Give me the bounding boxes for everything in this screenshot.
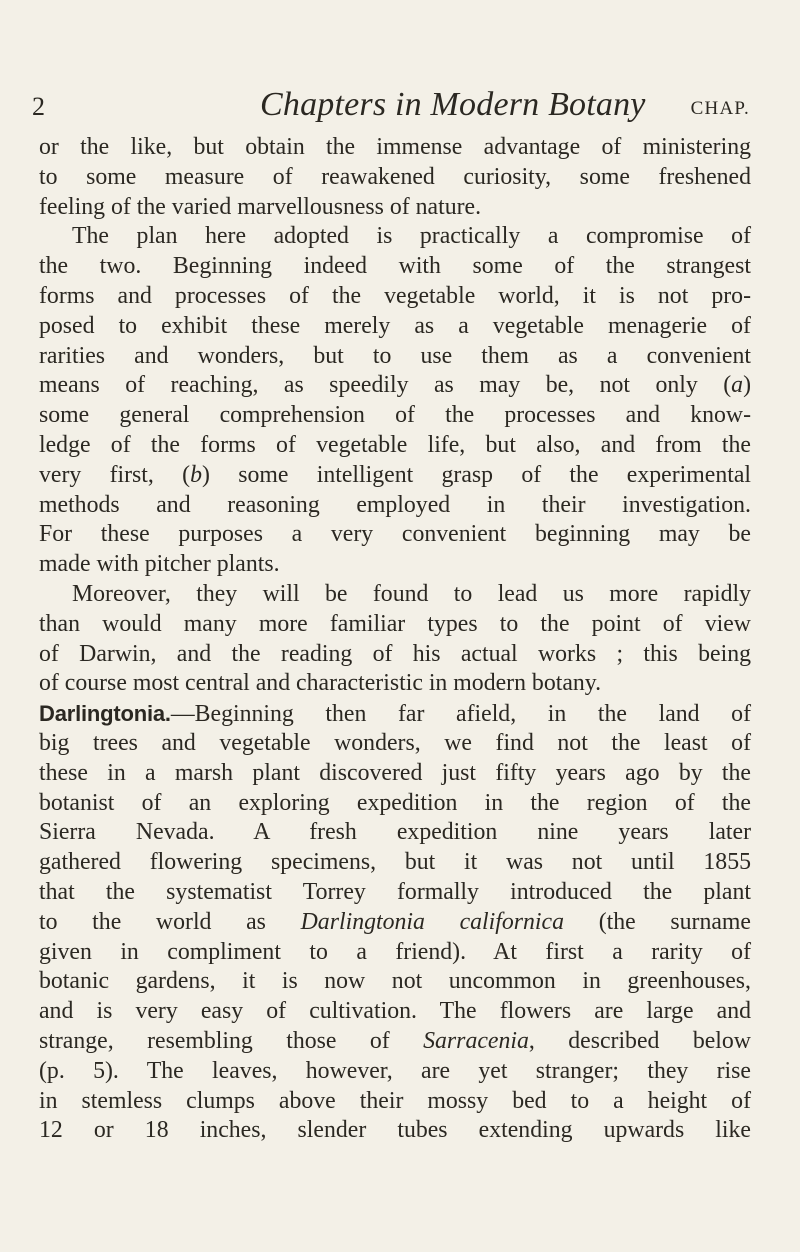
text-line: posed to exhibit these merely as a vegetable menagerie of [39,312,751,339]
text-line [39,1027,751,1057]
text-line: rarities and wonders, but to use them as a convenient [39,342,751,369]
text-fragment: ) [743,372,751,399]
section-heading: Darlingtonia. [39,701,171,727]
chapter-label: CHAP. [690,98,750,119]
text-line: some general comprehension of the processes and know- [39,402,751,429]
body-text [39,133,751,1146]
text-line: (p. 5). The leaves, however, are yet stranger; they rise [39,1057,751,1084]
running-title: Chapters in Modern Botany [260,86,646,123]
text-line: that the systematist Torrey formally introduced the plant [39,878,751,905]
text-fragment: to the world as [39,908,301,935]
text-line: forms and processes of the vegetable world, it is not pro- [39,282,751,309]
species-name: Darlingtonia californica [300,908,565,935]
enumeration-marker-b: b [190,461,202,488]
text-line: For these purposes a very convenient beginning may be [39,521,751,548]
text-line: and is very easy of cultivation. The flowers are large and [39,998,751,1025]
text-line: ledge of the forms of vegetable life, but also, and from the [39,431,751,458]
text-line: of course most central and characteristic in modern botany. [39,670,602,697]
text-line [39,699,751,729]
text-line: of Darwin, and the reading of his actual works ; this being [39,640,751,667]
page-header [26,88,750,128]
text-line: to some measure of reawakened curiosity, some freshened [39,163,751,190]
text-fragment: strange, resembling those of [39,1027,424,1054]
text-line: or the like, but obtain the immense advantage of ministering [39,134,751,160]
text-line [39,461,751,491]
text-line: made with pitcher plants. [39,551,280,578]
text-line: Moreover, they will be found to lead us more rapidly [72,580,751,607]
text-line: these in a marsh plant discovered just fifty years ago by the [39,759,751,786]
text-fragment: very first, ( [39,461,191,488]
text-line [39,908,751,938]
text-fragment: , described below [528,1027,751,1054]
text-fragment: ) some intelligent grasp of the experimental [201,461,752,488]
text-fragment: means of reaching, as speedily as may be, not only ( [39,372,732,399]
text-line: the two. Beginning indeed with some of the strangest [39,253,751,280]
text-line: botanist of an exploring expedition in the region of the [39,789,751,816]
text-line: gathered flowering specimens, but it was not until 1855 [39,849,751,876]
text-line: in stemless clumps above their mossy bed to a height of [39,1087,751,1114]
text-line: feeling of the varied marvellousness of nature. [39,193,482,220]
text-line: 12 or 18 inches, slender tubes extending upwards like [39,1117,751,1144]
text-line: methods and reasoning employed in their investigation. [39,491,751,518]
text-line: botanic gardens, it is now not uncommon in greenhouses, [39,968,751,995]
text-line: The plan here adopted is practically a compromise of [72,223,751,250]
text-line: big trees and vegetable wonders, we find not the least of [39,729,751,756]
text-line: given in compliment to a friend). At first a rarity of [39,938,751,965]
page-number: 2 [32,92,45,121]
text-line [39,371,751,401]
text-line: Sierra Nevada. A fresh expedition nine years later [39,819,751,846]
text-fragment: (the surname [564,908,751,935]
enumeration-marker-a: a [731,372,744,399]
genus-name: Sarracenia [423,1027,529,1054]
text-fragment: —Beginning then far afield, in the land of [170,701,751,728]
text-line: than would many more familiar types to the point of view [39,610,751,637]
